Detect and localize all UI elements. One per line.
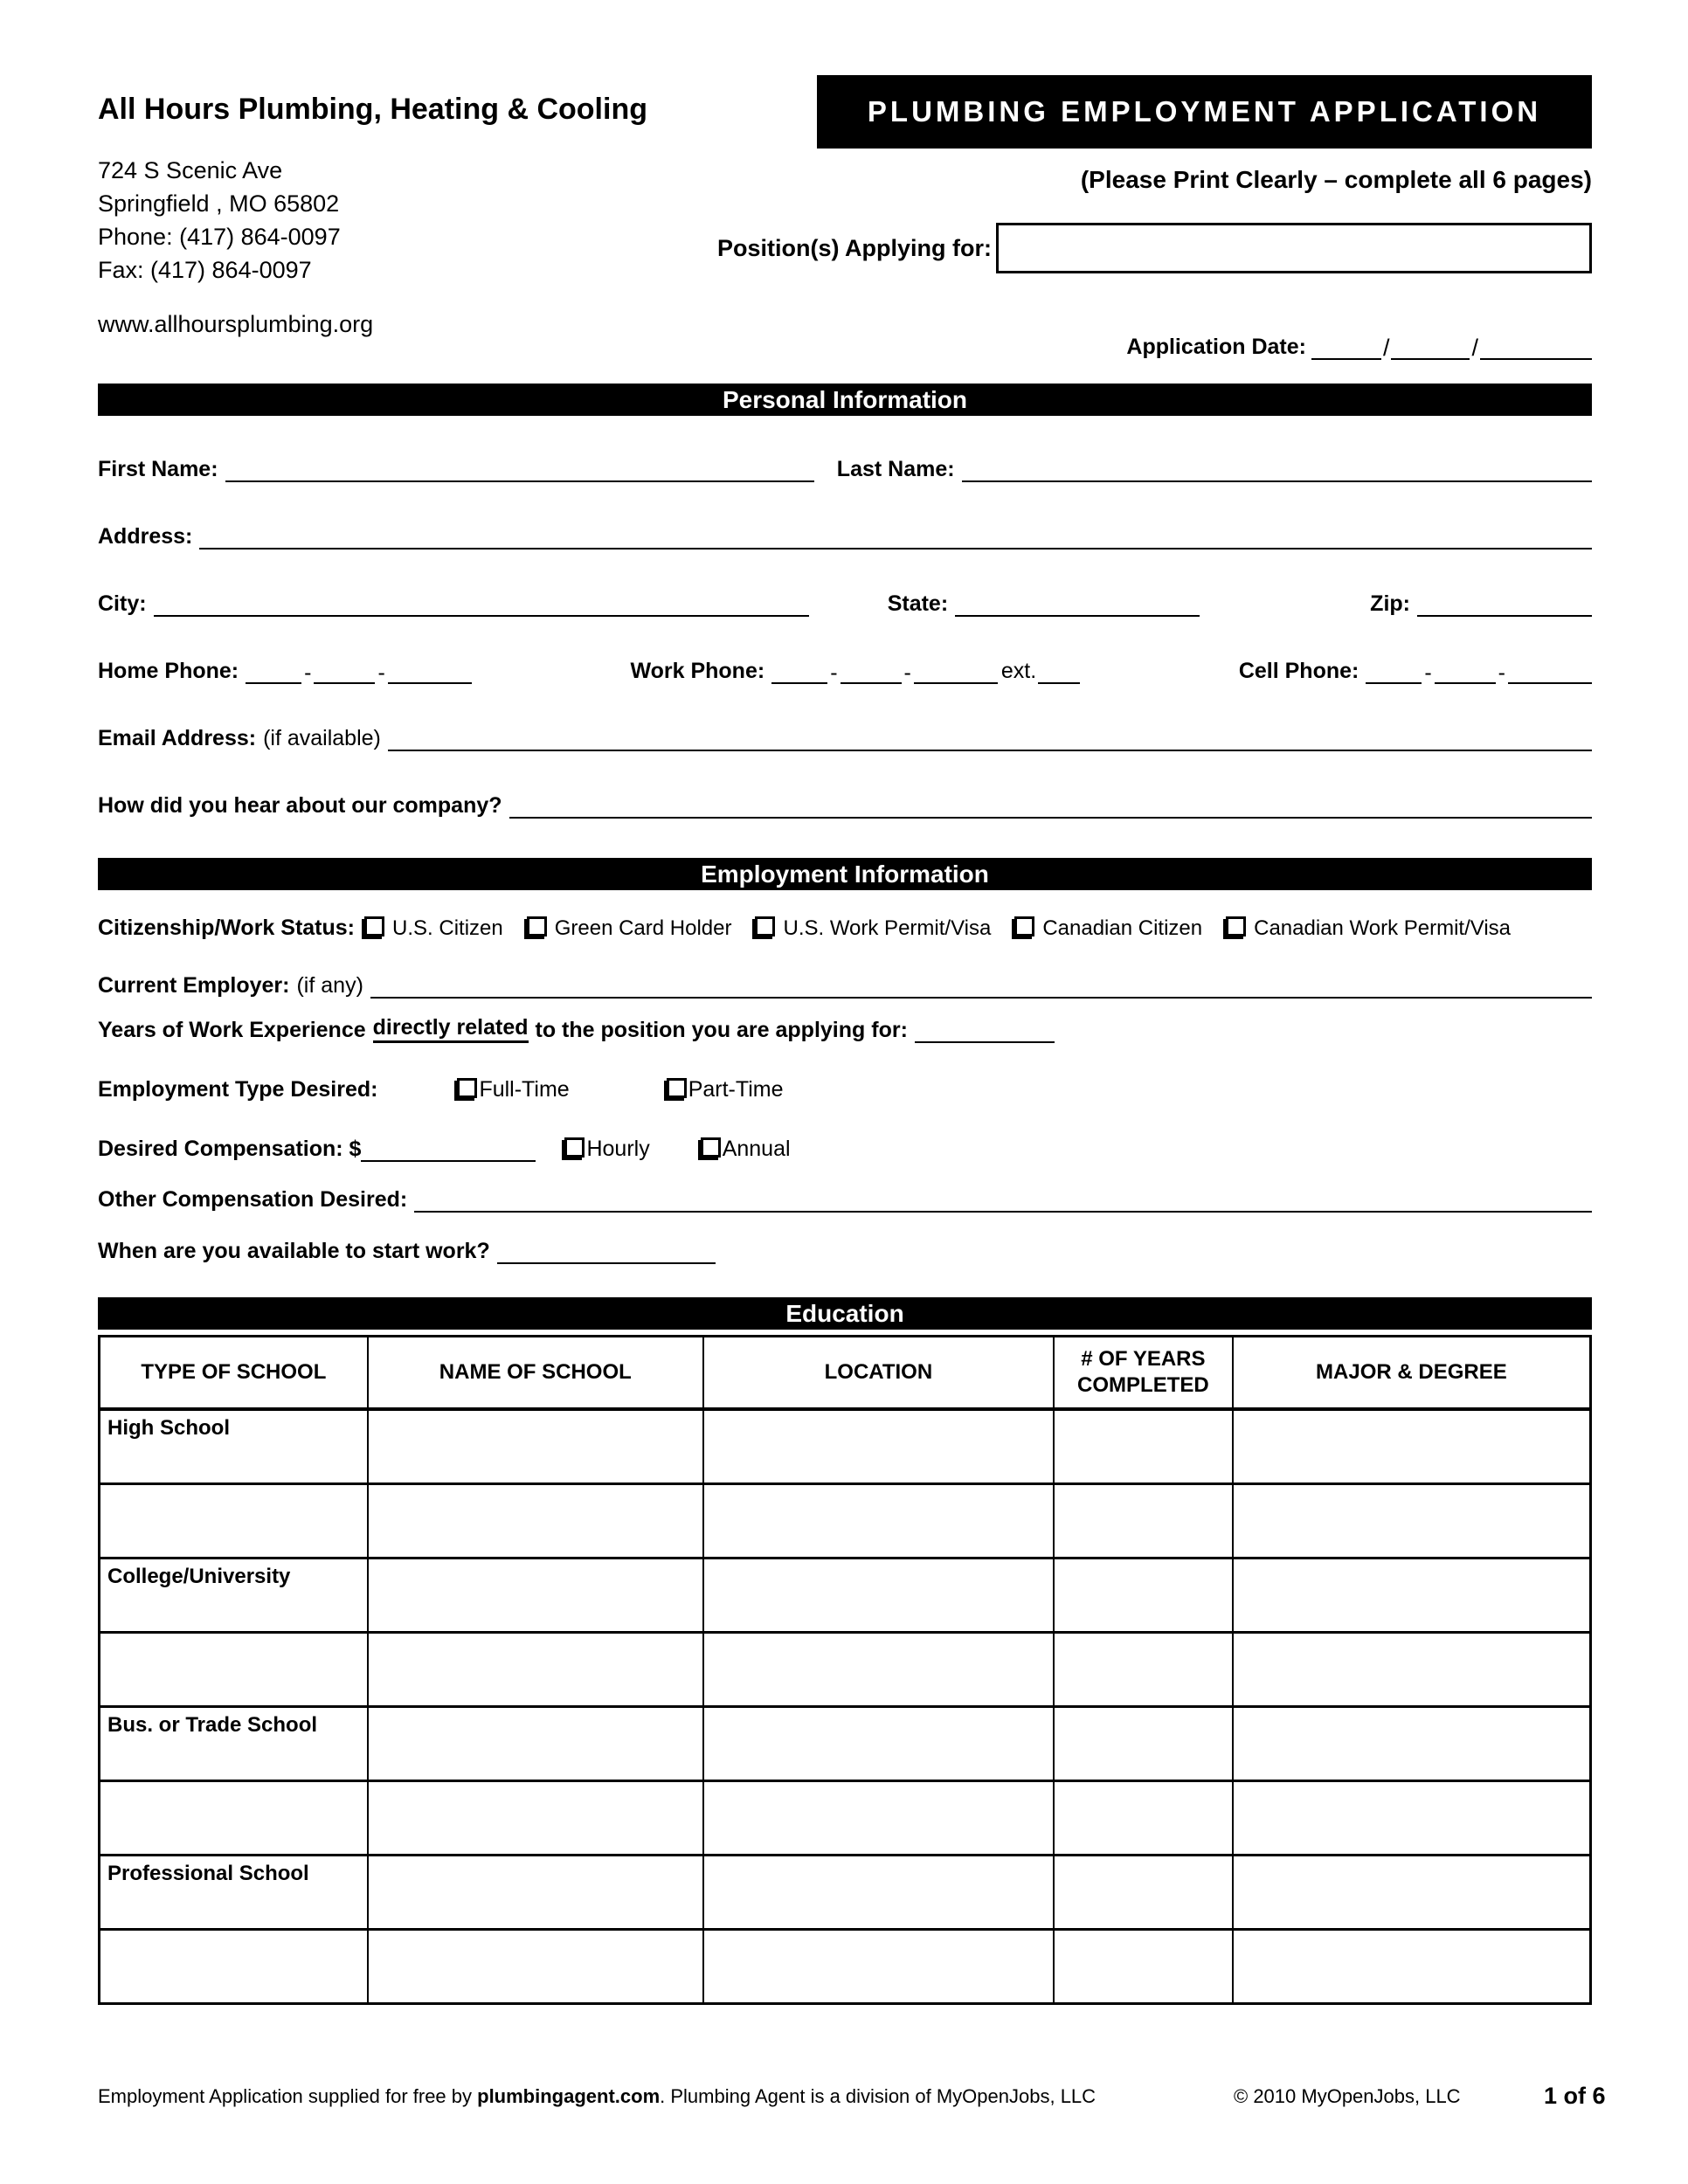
cell-phone-area-input[interactable] xyxy=(1366,681,1422,684)
citizenship-row xyxy=(98,891,1592,941)
education-cell-input[interactable] xyxy=(703,1930,1054,2004)
education-cell-input[interactable] xyxy=(703,1484,1054,1559)
phone-dash: - xyxy=(830,660,838,685)
current-employer-label: Current Employer: xyxy=(98,973,290,998)
citizenship-option-canadian-citizen xyxy=(1012,916,1202,941)
education-cell-input[interactable] xyxy=(100,1781,368,1856)
company-website: www.allhoursplumbing.org xyxy=(98,311,374,337)
education-cell-input[interactable] xyxy=(1054,1633,1233,1707)
personal-information-fields xyxy=(98,415,1592,819)
current-employer-input[interactable] xyxy=(370,995,1592,999)
cell-phone-label: Cell Phone: xyxy=(1238,659,1359,683)
hourly-label: Hourly xyxy=(586,1137,650,1161)
employment-type-full-time xyxy=(454,1077,569,1102)
cell-phone-prefix-input[interactable] xyxy=(1435,681,1496,684)
employment-information-fields xyxy=(98,891,1592,1264)
years-experience-input[interactable] xyxy=(915,1040,1055,1043)
positions-applying-row xyxy=(717,223,1592,273)
row-label-college: College/University xyxy=(100,1559,368,1633)
page-footer xyxy=(98,2083,1618,2118)
us-work-permit-label: U.S. Work Permit/Visa xyxy=(783,916,992,940)
education-cell-input[interactable] xyxy=(368,1633,703,1707)
work-phone-group xyxy=(630,659,1080,684)
education-cell-input[interactable] xyxy=(1233,1633,1591,1707)
education-cell-input[interactable] xyxy=(703,1781,1054,1856)
form-subtitle: (Please Print Clearly – complete all 6 pages) xyxy=(1080,166,1592,193)
education-cell-input[interactable] xyxy=(100,1633,368,1707)
checkbox-canadian-citizen[interactable] xyxy=(1014,916,1034,936)
current-employer-row xyxy=(98,941,1592,999)
name-row xyxy=(98,415,1592,482)
citizenship-label: Citizenship/Work Status: xyxy=(98,916,356,940)
other-compensation-label: Other Compensation Desired: xyxy=(98,1187,408,1212)
start-work-row xyxy=(98,1213,1592,1264)
date-separator: / xyxy=(1471,335,1478,361)
phone-dash: - xyxy=(1424,660,1432,685)
education-cell-input[interactable] xyxy=(1233,1781,1591,1856)
cell-phone-group xyxy=(1239,659,1592,684)
first-name-label: First Name: xyxy=(98,457,218,481)
education-cell-input[interactable] xyxy=(1233,1930,1591,2004)
education-cell-input[interactable] xyxy=(368,1484,703,1559)
checkbox-us-citizen[interactable] xyxy=(364,916,384,936)
compensation-hourly xyxy=(562,1137,649,1162)
us-citizen-label: U.S. Citizen xyxy=(392,916,503,940)
application-date-row xyxy=(1126,330,1592,360)
form-title-banner xyxy=(817,75,1592,149)
section-header-education: Education xyxy=(98,1297,1592,1330)
checkbox-hourly[interactable] xyxy=(564,1137,585,1158)
home-phone-area-input[interactable] xyxy=(246,681,301,684)
fax-line: Fax: (417) 864-0097 xyxy=(98,257,312,283)
city-state-zip-row xyxy=(98,549,1592,617)
application-date-month-input[interactable] xyxy=(1311,356,1381,360)
education-row-extra xyxy=(100,1930,1591,2004)
company-address-block xyxy=(98,154,341,287)
compensation-annual xyxy=(698,1137,791,1162)
state-input[interactable] xyxy=(955,613,1200,617)
current-employer-note: (if any) xyxy=(296,973,363,998)
phone-dash: - xyxy=(377,660,385,685)
education-cell-input[interactable] xyxy=(1054,1856,1233,1930)
work-phone-line-input[interactable] xyxy=(914,681,998,684)
hear-about-label: How did you hear about our company? xyxy=(98,793,502,818)
education-cell-input[interactable] xyxy=(703,1856,1054,1930)
education-cell-input[interactable] xyxy=(703,1559,1054,1633)
work-phone-prefix-input[interactable] xyxy=(841,681,902,684)
education-cell-input[interactable] xyxy=(1054,1781,1233,1856)
education-row-professional-school xyxy=(100,1856,1591,1930)
education-cell-input[interactable] xyxy=(1054,1707,1233,1781)
zip-input[interactable] xyxy=(1417,613,1592,617)
years-experience-row xyxy=(98,999,1592,1043)
education-cell-input[interactable] xyxy=(368,1781,703,1856)
education-cell-input[interactable] xyxy=(368,1707,703,1781)
education-row-trade-school xyxy=(100,1707,1591,1781)
education-cell-input[interactable] xyxy=(368,1409,703,1484)
education-table xyxy=(98,1335,1592,2005)
education-cell-input[interactable] xyxy=(1054,1484,1233,1559)
footer-copyright: © 2010 MyOpenJobs, LLC xyxy=(1234,2085,1461,2107)
footer-attribution-pre: Employment Application supplied for free by xyxy=(98,2085,478,2107)
education-cell-input[interactable] xyxy=(1233,1707,1591,1781)
footer-attribution-post: . Plumbing Agent is a division of MyOpenJobs, LLC xyxy=(660,2085,1097,2107)
address-label: Address: xyxy=(98,524,193,549)
work-phone-area-input[interactable] xyxy=(771,681,827,684)
green-card-label: Green Card Holder xyxy=(554,916,732,940)
employment-type-part-time xyxy=(664,1077,784,1102)
first-name-input[interactable] xyxy=(225,479,814,482)
section-header-personal-information: Personal Information xyxy=(98,384,1592,416)
checkbox-full-time[interactable] xyxy=(457,1078,477,1098)
phone-line: Phone: (417) 864-0097 xyxy=(98,224,341,250)
education-row-extra xyxy=(100,1633,1591,1707)
education-header-row xyxy=(100,1337,1591,1410)
other-compensation-input[interactable] xyxy=(414,1209,1592,1213)
home-phone-group xyxy=(98,659,472,684)
employment-type-label: Employment Type Desired: xyxy=(98,1077,378,1102)
education-cell-input[interactable] xyxy=(1233,1409,1591,1484)
last-name-input[interactable] xyxy=(962,479,1592,482)
checkbox-part-time[interactable] xyxy=(667,1078,687,1098)
education-row-extra xyxy=(100,1484,1591,1559)
years-experience-prefix: Years of Work Experience xyxy=(98,1018,366,1042)
education-cell-input[interactable] xyxy=(703,1409,1054,1484)
education-cell-input[interactable] xyxy=(368,1559,703,1633)
checkbox-green-card[interactable] xyxy=(527,916,547,936)
city-label: City: xyxy=(98,591,147,616)
positions-applying-label: Position(s) Applying for: xyxy=(717,234,992,261)
education-cell-input[interactable] xyxy=(1233,1559,1591,1633)
row-label-professional-school: Professional School xyxy=(100,1856,368,1930)
address-line-1: 724 S Scenic Ave xyxy=(98,157,283,183)
footer-attribution-site: plumbingagent.com xyxy=(477,2085,661,2107)
last-name-label: Last Name: xyxy=(836,457,955,481)
citizenship-option-green-card xyxy=(524,916,732,941)
citizenship-option-canadian-work-permit xyxy=(1223,916,1511,941)
other-compensation-row xyxy=(98,1162,1592,1213)
compensation-label: Desired Compensation: $ xyxy=(98,1137,362,1161)
email-label: Email Address: xyxy=(98,726,257,750)
work-phone-ext-input[interactable] xyxy=(1038,681,1080,684)
education-cell-input[interactable] xyxy=(703,1633,1054,1707)
education-cell-input[interactable] xyxy=(1054,1409,1233,1484)
home-phone-prefix-input[interactable] xyxy=(314,681,375,684)
home-phone-label: Home Phone: xyxy=(98,659,239,683)
canadian-work-permit-label: Canadian Work Permit/Visa xyxy=(1254,916,1512,940)
section-header-employment-information: Employment Information xyxy=(98,858,1592,890)
state-label: State: xyxy=(887,591,949,616)
education-cell-input[interactable] xyxy=(100,1484,368,1559)
checkbox-us-work-permit[interactable] xyxy=(755,916,775,936)
years-experience-suffix: to the position you are applying for: xyxy=(535,1018,908,1042)
canadian-citizen-label: Canadian Citizen xyxy=(1042,916,1203,940)
ext-label: ext. xyxy=(1000,659,1037,683)
application-date-day-input[interactable] xyxy=(1391,356,1470,360)
education-cell-input[interactable] xyxy=(368,1930,703,2004)
email-row xyxy=(98,684,1592,751)
footer-attribution xyxy=(98,2085,1096,2108)
education-cell-input[interactable] xyxy=(368,1856,703,1930)
citizenship-option-us-citizen xyxy=(362,916,503,941)
positions-applying-input[interactable] xyxy=(996,223,1592,273)
email-input[interactable] xyxy=(388,748,1592,751)
column-header-type-of-school: TYPE OF SCHOOL xyxy=(100,1337,368,1410)
education-cell-input[interactable] xyxy=(1054,1559,1233,1633)
education-row-college xyxy=(100,1559,1591,1633)
company-name: All Hours Plumbing, Heating & Cooling xyxy=(98,93,647,126)
years-experience-underlined: directly related xyxy=(373,1015,529,1043)
footer-page-number: 1 of 6 xyxy=(1544,2083,1606,2109)
start-work-input[interactable] xyxy=(497,1261,716,1264)
city-input[interactable] xyxy=(154,613,809,617)
cell-phone-line-input[interactable] xyxy=(1508,681,1592,684)
address-input[interactable] xyxy=(199,546,1592,549)
email-note: (if available) xyxy=(263,726,381,750)
education-cell-input[interactable] xyxy=(1233,1856,1591,1930)
column-header-location: LOCATION xyxy=(703,1337,1054,1410)
address-line-2: Springfield , MO 65802 xyxy=(98,190,340,217)
compensation-row xyxy=(98,1102,1592,1162)
checkbox-canadian-work-permit[interactable] xyxy=(1226,916,1246,936)
row-label-high-school: High School xyxy=(100,1409,368,1484)
application-date-label: Application Date: xyxy=(1126,335,1306,359)
education-row-high-school xyxy=(100,1409,1591,1484)
employment-type-row xyxy=(98,1043,1592,1102)
row-label-trade-school: Bus. or Trade School xyxy=(100,1707,368,1781)
home-phone-line-input[interactable] xyxy=(388,681,472,684)
hear-about-input[interactable] xyxy=(509,815,1592,819)
education-row-extra xyxy=(100,1781,1591,1856)
application-date-year-input[interactable] xyxy=(1480,356,1592,360)
full-time-label: Full-Time xyxy=(479,1077,570,1102)
column-header-years-completed: # OF YEARS COMPLETED xyxy=(1054,1337,1233,1410)
start-work-label: When are you available to start work? xyxy=(98,1239,490,1263)
checkbox-annual[interactable] xyxy=(701,1137,721,1158)
annual-label: Annual xyxy=(722,1137,791,1161)
form-title: PLUMBING EMPLOYMENT APPLICATION xyxy=(867,95,1542,128)
compensation-amount-input[interactable] xyxy=(361,1158,536,1162)
hear-about-row xyxy=(98,751,1592,819)
column-header-name-of-school: NAME OF SCHOOL xyxy=(368,1337,703,1410)
address-row xyxy=(98,482,1592,549)
education-cell-input[interactable] xyxy=(703,1707,1054,1781)
zip-label: Zip: xyxy=(1370,591,1410,616)
phones-row xyxy=(98,617,1592,684)
education-cell-input[interactable] xyxy=(1054,1930,1233,2004)
column-header-major-degree: MAJOR & DEGREE xyxy=(1233,1337,1591,1410)
phone-dash: - xyxy=(1498,660,1505,685)
phone-dash: - xyxy=(304,660,312,685)
education-cell-input[interactable] xyxy=(1233,1484,1591,1559)
work-phone-label: Work Phone: xyxy=(630,659,765,683)
date-separator: / xyxy=(1382,335,1390,361)
education-cell-input[interactable] xyxy=(100,1930,368,2004)
part-time-label: Part-Time xyxy=(688,1077,784,1102)
phone-dash: - xyxy=(903,660,911,685)
citizenship-option-us-work-permit xyxy=(752,916,991,941)
